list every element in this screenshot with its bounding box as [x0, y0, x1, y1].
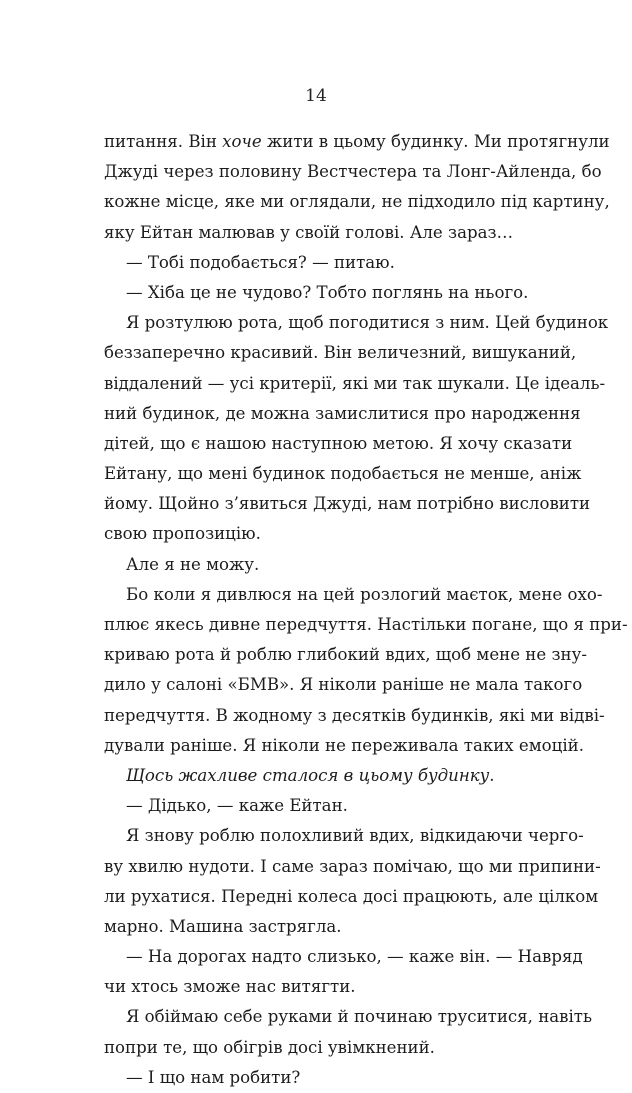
text-segment: передчуття. В жодному з десятків будинків, які ми відві- [104, 705, 605, 725]
text-line [104, 1063, 570, 1093]
text-line [104, 610, 628, 640]
text-segment: Бо коли я дивлюся на цей розлогий маєток, мене охо- [126, 584, 603, 604]
text-segment: криваю рота й роблю глибокий вдих, щоб мене не зну- [104, 645, 587, 665]
text-line [104, 761, 570, 791]
text-segment: беззаперечно красивий. Він величезний, вишуканий, [104, 343, 577, 363]
text-segment: Джуді через половину Вестчестера та Лонг-Айленда, бо [104, 162, 602, 182]
text-segment: ли рухатися. Передні колеса досі працюють, але цілком [104, 886, 599, 906]
text-line [104, 972, 570, 1002]
text-line [104, 731, 584, 761]
text-segment: кожне місце, яке ми оглядали, не підходило під картину, [104, 192, 610, 212]
text-line [104, 127, 610, 157]
italic-text: Щось жахливе сталося в цьому будинку. [126, 765, 495, 785]
text-line [104, 1033, 570, 1063]
text-line [104, 399, 581, 429]
text-segment: Але я не можу. [126, 554, 260, 574]
text-segment: яку Ейтан малював у своїй голові. Але зараз… [104, 222, 514, 242]
text-line [104, 157, 602, 187]
text-segment: Я розтулюю рота, щоб погодитися з ним. Цей будинок [126, 313, 609, 333]
text-segment: дували раніше. Я ніколи не переживала таких емоцій. [104, 735, 584, 755]
text-line [104, 489, 591, 519]
text-segment: — Хіба це не чудово? Тобто поглянь на нього. [126, 282, 529, 302]
text-line [104, 580, 603, 610]
text-segment: Я знову роблю полохливий вдих, відкидаючи черго- [126, 826, 584, 846]
text-line [104, 429, 573, 459]
text-line [104, 882, 599, 912]
text-line [104, 308, 609, 338]
text-line [104, 278, 570, 308]
text-segment: віддалений — усі критерії, які ми так шукали. Це ідеаль- [104, 373, 606, 393]
italic-text: хоче [222, 132, 262, 151]
text-line [104, 791, 570, 821]
text-segment: дітей, що є нашою наступною метою. Я хочу сказати [104, 433, 573, 453]
text-segment: свою пропозицію. [104, 524, 261, 544]
text-line [104, 550, 570, 580]
text-segment: марно. Машина застрягла. [104, 916, 342, 936]
text-line [104, 1002, 593, 1032]
text-line [104, 640, 587, 670]
text-segment: — Дідько, — каже Ейтан. [126, 796, 348, 816]
text-line [104, 248, 570, 278]
text-segment: ний будинок, де можна замислитися про народження [104, 403, 581, 423]
text-segment: питання. Він [104, 132, 223, 151]
text-segment: плює якесь дивне передчуття. Настільки погане, що я при- [104, 615, 628, 634]
text-segment: дило у салоні «БМВ». Я ніколи раніше не мала такого [104, 675, 583, 695]
text-segment: — На дорогах надто слизько, — каже він. — Навряд [126, 947, 583, 967]
text-line [104, 519, 570, 549]
text-segment: — Тобі подобається? — питаю. [126, 252, 395, 272]
text-segment: — І що нам робити? [126, 1067, 301, 1087]
text-line [104, 459, 582, 489]
page-number: 14 [305, 86, 327, 106]
body-text [104, 127, 628, 1093]
text-line [104, 670, 583, 700]
text-segment: ву хвилю нудоти. І саме зараз помічаю, що ми припини- [104, 856, 601, 876]
text-segment: попри те, що обігрів досі увімкнений. [104, 1037, 435, 1057]
text-segment: Я обіймаю себе руками й починаю труситися, навіть [126, 1007, 593, 1027]
text-line [104, 369, 606, 399]
text-line [104, 187, 610, 217]
text-segment: йому. Щойно з’явиться Джуді, нам потрібно висловити [104, 494, 591, 514]
text-segment: Ейтану, що мені будинок подобається не менше, аніж [104, 464, 582, 484]
text-line [104, 821, 584, 851]
text-line [104, 701, 605, 731]
text-line [104, 912, 570, 942]
text-line [104, 852, 601, 882]
text-segment: чи хтось зможе нас витягти. [104, 977, 356, 997]
text-line [104, 218, 570, 248]
text-segment: жити в цьому будинку. Ми протягнули [261, 132, 610, 151]
text-line [104, 942, 583, 972]
text-line [104, 338, 577, 368]
